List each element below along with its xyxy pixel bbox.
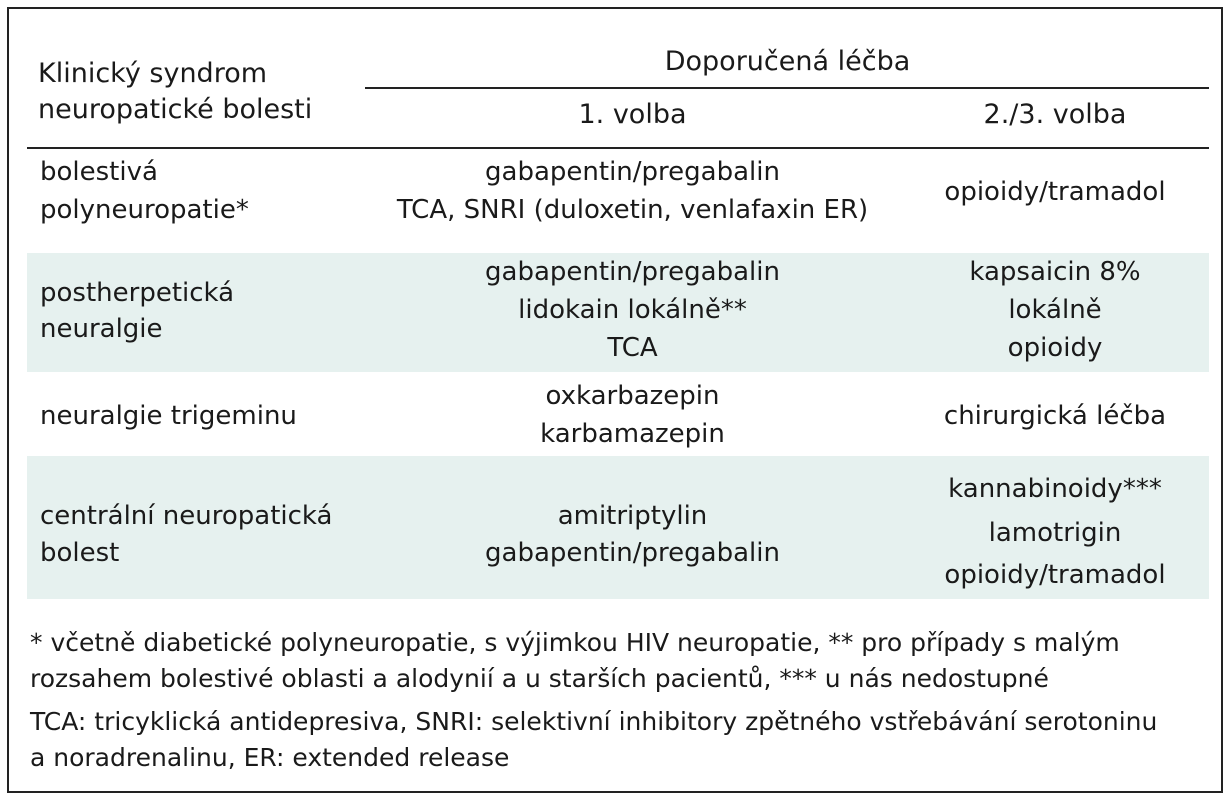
header-recommended-treatment: Doporučená léčba <box>664 46 911 77</box>
header-group-rule <box>365 87 1209 89</box>
header-syndrome-line1: Klinický syndrom <box>38 58 268 89</box>
row2-second-line2: lokálně <box>1008 295 1102 325</box>
row3-second-line1: chirurgická léčba <box>943 401 1167 431</box>
footnote-line3: TCA: tricyklická antidepresiva, SNRI: selektivní inhibitory zpětného vstřebávání serotoninu <box>30 707 1158 736</box>
row4-first-line2: gabapentin/pregabalin <box>485 538 780 568</box>
row4-first-line1: amitriptylin <box>557 501 708 531</box>
row2-first-line1: gabapentin/pregabalin <box>485 257 780 287</box>
header-syndrome-line2: neuropatické bolesti <box>38 94 313 125</box>
row3-first-line1: oxkarbazepin <box>545 381 720 411</box>
footnote-line1: * včetně diabetické polyneuropatie, s výjimkou HIV neuropatie, ** pro případy s malým <box>30 628 1120 657</box>
row1-syndrome-line1: bolestivá <box>40 157 158 187</box>
row1-first-line1: gabapentin/pregabalin <box>485 157 780 187</box>
footnote-line4: a noradrenalinu, ER: extended release <box>30 743 510 772</box>
header-first-choice: 1. volba <box>578 99 687 130</box>
row2-second-line1: kapsaicin 8% <box>969 257 1141 287</box>
row4-syndrome-line2: bolest <box>40 538 120 568</box>
row2-first-line2: lidokain lokálně** <box>518 295 747 325</box>
row4-syndrome-line1: centrální neuropatická <box>40 501 333 531</box>
row3-syndrome-line1: neuralgie trigeminu <box>40 401 297 431</box>
row4-second-line3: opioidy/tramadol <box>944 560 1166 590</box>
row3-first-line2: karbamazepin <box>540 419 725 449</box>
header-second-third-choice: 2./3. volba <box>983 99 1127 130</box>
row4-second-line2: lamotrigin <box>988 518 1122 548</box>
row1-syndrome-line2: polyneuropatie* <box>40 195 249 225</box>
row2-second-line3: opioidy <box>1007 333 1103 363</box>
row1-second-line1: opioidy/tramadol <box>944 177 1166 207</box>
header-bottom-rule <box>27 147 1209 149</box>
row2-first-line3: TCA <box>607 333 658 363</box>
footnote-line2: rozsahem bolestivé oblasti a alodynií a u starších pacientů, *** u nás nedostupné <box>30 664 1049 693</box>
row2-syndrome-line1: postherpetická <box>40 278 235 308</box>
row2-syndrome-line2: neuralgie <box>40 314 163 344</box>
row1-first-line2: TCA, SNRI (duloxetin, venlafaxin ER) <box>396 195 869 225</box>
row4-second-line1: kannabinoidy*** <box>948 474 1162 504</box>
